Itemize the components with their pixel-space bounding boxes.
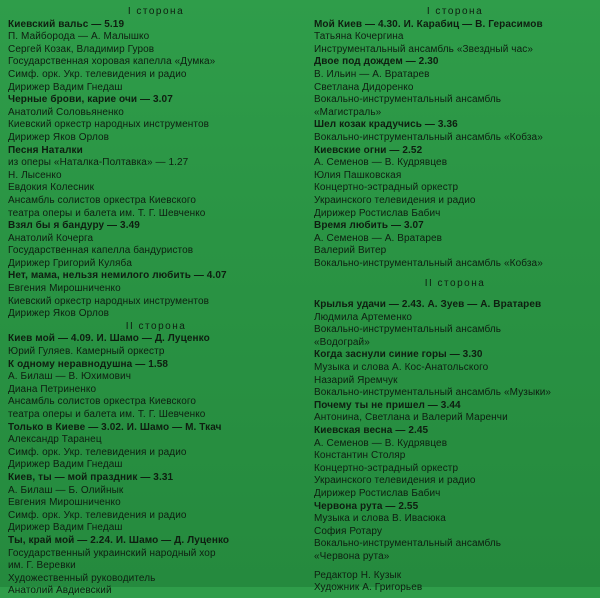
track-title: Мой Киев — 4.30. И. Карабиц — В. Герасимов [314, 18, 543, 30]
track-title: Киевская весна — 2.45 [314, 425, 429, 436]
track-credit: А. Семенов — В. Кудрявцев [314, 437, 448, 449]
track-credit: Государственная капелла бандуристов [8, 245, 194, 257]
side-heading: I сторона [426, 6, 484, 17]
track-credit: Киевский оркестр народных инструментов [8, 119, 210, 131]
track-title: Когда заснули синие горы — 3.30 [314, 349, 483, 361]
track-title: Киевский вальс — 5.19 [8, 18, 125, 30]
track-credit: Анатолий Авдиевский [8, 585, 112, 597]
track-credit: им. Г. Веревки [8, 560, 76, 572]
track-credit: А. Семенов — В. Кудрявцев [314, 157, 448, 169]
track-credit: Диана Петриненко [8, 383, 97, 395]
track-title: Червона рута — 2.55 [314, 500, 419, 512]
track-credit: Сергей Козак, Владимир Гуров [8, 43, 155, 55]
spacer [314, 291, 596, 299]
track-title: Ты, край мой — 2.24. И. Шамо — Д. Луценко [8, 534, 230, 546]
track-credit: Анатолий Соловьяненко [8, 106, 124, 118]
track-credit: «Водограй» [314, 336, 370, 348]
track-credit: Юрий Гуляев. Камерный оркестр [8, 346, 165, 358]
track-credit: Дирижер Ростислав Бабич [314, 487, 441, 499]
track-credit: Концертно-эстрадный оркестр [314, 462, 459, 474]
track-credit: Евдокия Колесник [8, 182, 95, 194]
track-credit: Дирижер Вадим Гнедаш [8, 459, 123, 471]
track-title: Песня Наталки [8, 144, 83, 156]
production-credits [314, 570, 596, 595]
track-credit: А. Билаш — Б. Олийнык [8, 484, 124, 496]
side-heading: II сторона [125, 320, 187, 332]
track-credit: Дирижер Вадим Гнедаш [8, 81, 123, 93]
track-credit: Анатолий Кочерга [8, 232, 94, 244]
track-credit: София Ротару [314, 525, 383, 537]
track-credit: Художественный руководитель [8, 572, 156, 584]
artist-credit: Художник А. Григорьев [314, 582, 423, 594]
track-credit: театра оперы и балета им. Т. Г. Шевченко [8, 207, 206, 219]
track-title: Двое под дождем — 2.30 [314, 56, 439, 68]
track-title: Крылья удачи — 2.43. А. Зуев — А. Вратарев [314, 299, 542, 311]
track-credit: В. Ильин — А. Вратарев [314, 68, 430, 80]
track-credit: Дирижер Григорий Кулябa [8, 257, 133, 269]
track-credit: Евгения Мирошниченко [8, 283, 121, 295]
right-column [314, 6, 596, 595]
track-title: Киевские огни — 2.52 [314, 144, 423, 156]
track-credit: Вокально-инструментальный ансамбль «Музыки» [314, 387, 552, 399]
track-credit: Евгения Мирошниченко [8, 497, 121, 509]
track-title: Киев, ты — мой праздник — 3.31 [8, 471, 174, 483]
track-credit: «Червона рута» [314, 550, 390, 562]
track-credit: Киевский оркестр народных инструментов [8, 295, 210, 307]
track-credit: Симф. орк. Укр. телевидения и радио [8, 446, 187, 458]
track-credit: Ансамбль солистов оркестра Киевского [8, 396, 197, 408]
track-credit: «Магистраль» [314, 106, 382, 118]
track-credit: Антонина, Светлана и Валерий Маренчи [314, 412, 508, 424]
track-credit: Вокально-инструментальный ансамбль [314, 538, 502, 550]
track-credit: Александр Таранец [8, 434, 102, 446]
track-title: Только в Киеве — 3.02. И. Шамо — М. Ткач [8, 421, 222, 433]
track-title: Нет, мама, нельзя немилого любить — 4.07 [8, 270, 227, 282]
track-credit: Дирижер Вадим Гнедаш [8, 522, 123, 534]
track-title: К одному неравнодушна — 1.58 [8, 358, 169, 370]
track-credit: Музыка и слова А. Кос-Анатольского [314, 362, 489, 374]
track-credit: Вокально-инструментальный ансамбль [314, 324, 502, 336]
side-heading: II сторона [424, 278, 486, 290]
track-title: Взял бы я бандуру — 3.49 [8, 220, 140, 232]
track-credit: Дирижер Яков Орлов [8, 308, 110, 320]
track-credit: А. Семенов — А. Вратарев [314, 232, 443, 244]
spacer [314, 270, 596, 278]
editor-credit: Редактор Н. Кузык [314, 569, 402, 581]
track-credit: Вокально-инструментальный ансамбль «Кобза» [314, 131, 543, 143]
track-title: Почему ты не пришел — 3.44 [314, 399, 461, 411]
track-credit: Татьяна Кочергина [314, 31, 404, 43]
track-credit: Дирижер Яков Орлов [8, 131, 110, 143]
track-title: Шел козак крадучись — 3.36 [314, 119, 458, 131]
track-credit: Дирижер Ростислав Бабич [314, 207, 441, 219]
track-credit: театра оперы и балета им. Т. Г. Шевченко [8, 409, 206, 420]
track-credit: Валерий Витер [314, 245, 387, 257]
track-credit: Государственный украинский народный хор [8, 547, 216, 559]
left-column [8, 6, 304, 598]
track-credit: Вокально-инструментальный ансамбль [314, 94, 502, 106]
track-credit: П. Майборода — А. Малышко [8, 31, 150, 43]
track-credit: А. Билаш — В. Юхимович [8, 371, 132, 383]
track-credit: Светлана Дидоренко [314, 81, 414, 93]
track-credit: Украинского телевидения и радио [314, 194, 476, 206]
track-credit: Инструментальный ансамбль «Звездный час» [314, 43, 533, 55]
track-title: Черные брови, карие очи — 3.07 [8, 94, 173, 106]
track-credit: Государственная хоровая капелла «Думка» [8, 56, 216, 68]
track-credit: Вокально-инструментальный ансамбль «Кобза» [314, 257, 543, 269]
track-title: Киев мой — 4.09. И. Шамо — Д. Луценко [8, 333, 210, 345]
track-credit: Украинского телевидения и радио [314, 475, 476, 487]
track-credit: Концертно-эстрадный оркестр [314, 182, 459, 194]
track-credit: из оперы «Наталка-Полтавка» — 1.27 [8, 157, 189, 169]
track-credit: Людмила Артеменко [314, 311, 413, 323]
track-credit: Ансамбль солистов оркестра Киевского [8, 194, 197, 206]
track-credit: Н. Лысенко [8, 169, 62, 181]
track-credit: Музыка и слова В. Ивасюка [314, 513, 446, 525]
track-title: Время любить — 3.07 [314, 220, 424, 232]
track-credit: Назарий Яремчук [314, 374, 398, 386]
side-heading: I сторона [127, 6, 185, 17]
track-credit: Симф. орк. Укр. телевидения и радио [8, 509, 187, 521]
track-credit: Юлия Пашковская [314, 169, 402, 181]
track-credit: Константин Столяр [314, 450, 406, 462]
track-credit: Симф. орк. Укр. телевидения и радио [8, 68, 187, 80]
